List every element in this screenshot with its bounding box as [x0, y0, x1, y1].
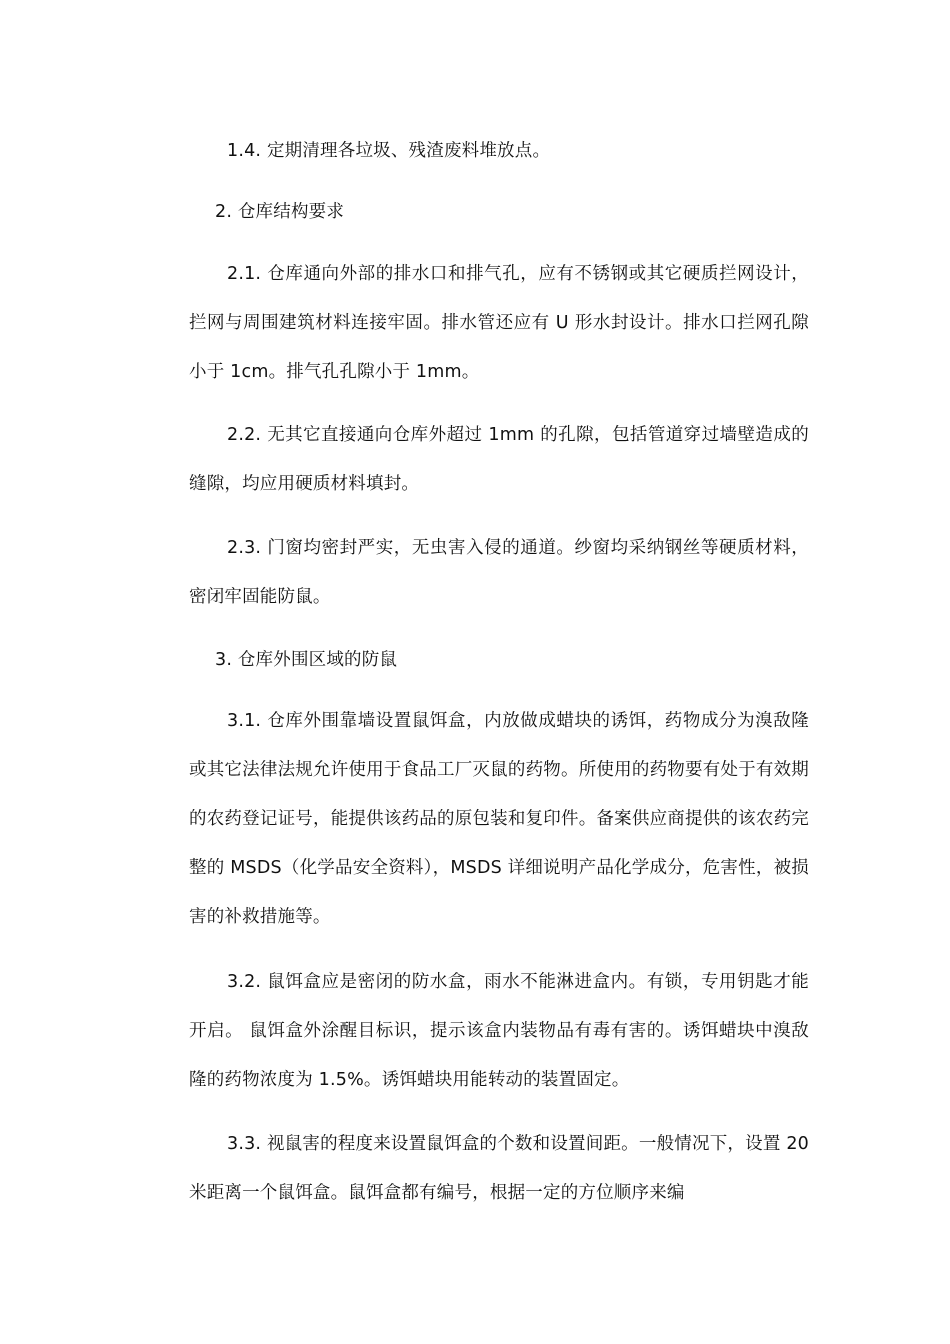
paragraph-3-1: 3.1. 仓库外围靠墙设置鼠饵盒，内放做成蜡块的诱饵，药物成分为溴敌隆或其它法律法规允许使用于食品工厂灭鼠的药物。所使用的药物要有处于有效期的农药登记证号，能提供该药品的原包装和复印件。备案供应商提供的该农药完整的 MSDS（化学品安全资料），MSDS 详细说明产品化学成分，危害性，被损害的补救措施等。	[189, 711, 809, 927]
paragraph-2-2: 2.2. 无其它直接通向仓库外超过 1mm 的孔隙，包括管道穿过墙壁造成的缝隙，均应用硬质材料填封。	[189, 425, 809, 494]
paragraph-1-4: 1.4. 定期清理各垃圾、残渣废料堆放点。	[227, 141, 551, 161]
paragraph-3-2: 3.2. 鼠饵盒应是密闭的防水盒，雨水不能淋进盒内。有锁，专用钥匙才能开启。 鼠饵盒外涂醒目标识，提示该盒内装物品有毒有害的。诱饵蜡块中溴敌隆的药物浓度为 1.5%。诱饵蜡块用能转动的装置固定。	[189, 972, 809, 1090]
paragraph-3-3: 3.3. 视鼠害的程度来设置鼠饵盒的个数和设置间距。一般情况下，设置 20 米距离一个鼠饵盒。鼠饵盒都有编号，根据一定的方位顺序来编	[189, 1134, 809, 1203]
paragraph-2-1: 2.1. 仓库通向外部的排水口和排气孔，应有不锈钢或其它硬质拦网设计，拦网与周围建筑材料连接牢固。排水管还应有 U 形水封设计。排水口拦网孔隙小于 1cm。排气孔孔隙小于 1mm。	[189, 264, 809, 382]
paragraph-2-3: 2.3. 门窗均密封严实，无虫害入侵的通道。纱窗均采纳钢丝等硬质材料，密闭牢固能防鼠。	[189, 538, 809, 607]
heading-2-warehouse-structure: 2. 仓库结构要求	[215, 202, 345, 222]
heading-3-perimeter-rodent-control: 3. 仓库外围区域的防鼠	[215, 650, 398, 670]
